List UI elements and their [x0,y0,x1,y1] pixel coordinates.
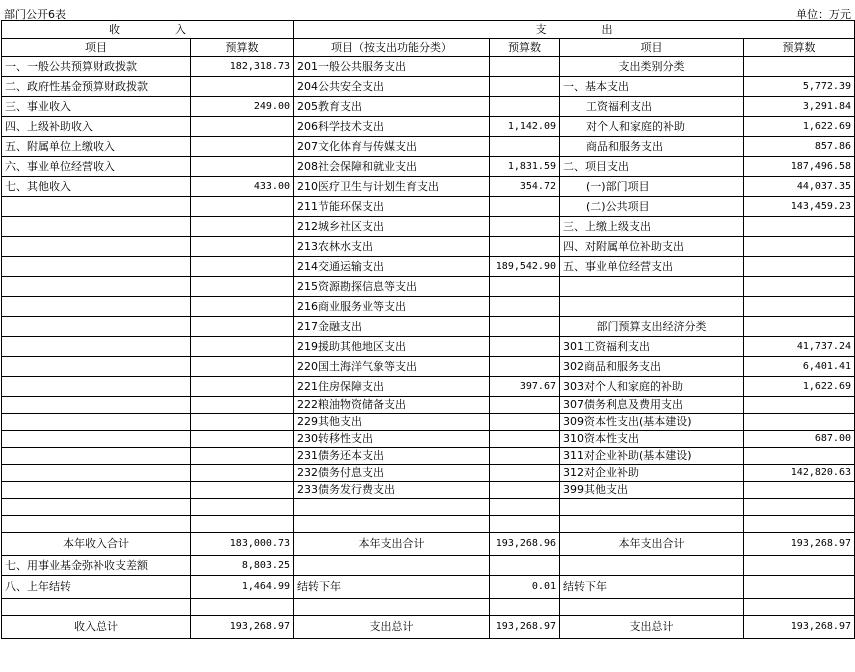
func-item-cell: 206科学技术支出 [294,117,490,137]
func-item-cell: 219援助其他地区支出 [294,337,490,357]
income-item-cell [2,397,191,414]
category-budget-cell: 5,772.39 [744,77,855,97]
carryover-row [2,576,855,599]
category-budget-cell: 1,622.69 [744,117,855,137]
category-budget-cell [744,217,855,237]
category-item-cell: 商品和服务支出 [560,137,744,157]
income-item-cell: 二、政府性基金预算财政拨款 [2,77,191,97]
title-bar [0,0,855,20]
func-budget-cell: 1,142.09 [490,117,560,137]
col-header-budget: 预算数 [191,39,294,57]
column-header-row [2,39,855,57]
income-budget-cell: 433.00 [191,177,294,197]
income-item-cell [2,448,191,465]
table-row [2,217,855,237]
grand-total-row [2,616,855,639]
form-name: 部门公开6表 [4,8,66,21]
func-item-cell: 229其他支出 [294,414,490,431]
income-budget-cell [191,414,294,431]
category-item-cell: 部门预算支出经济分类 [560,317,744,337]
category-budget-cell: 41,737.24 [744,337,855,357]
table-row [2,297,855,317]
category-item-cell [560,297,744,317]
category-item-cell: 支出类别分类 [560,57,744,77]
category-item-cell: 311对企业补助(基本建设) [560,448,744,465]
func-budget-cell [490,97,560,117]
fund-gap-row [2,556,855,576]
income-budget-cell [191,431,294,448]
func-item-cell: 221住房保障支出 [294,377,490,397]
category-budget-cell [744,277,855,297]
category-budget-cell: 3,291.84 [744,97,855,117]
income-budget-cell [191,277,294,297]
func-item-cell: 212城乡社区支出 [294,217,490,237]
income-budget-cell [191,297,294,317]
income-item-cell: 六、事业单位经营收入 [2,157,191,177]
category-item-cell: 对个人和家庭的补助 [560,117,744,137]
carry-next-label: 结转下年 [294,576,490,599]
carry-next-label-2: 结转下年 [560,576,744,599]
category-budget-cell [744,482,855,499]
category-item-cell: 312对企业补助 [560,465,744,482]
income-budget-cell [191,397,294,414]
expense-section-header: 支 出 [294,21,855,39]
func-item-cell: 216商业服务业等支出 [294,297,490,317]
func-budget-cell [490,137,560,157]
year-income-label: 本年收入合计 [2,533,191,556]
section-header-row [2,21,855,39]
category-item-cell: 三、上缴上级支出 [560,217,744,237]
income-item-cell [2,317,191,337]
income-budget-cell [191,357,294,377]
table-row [2,317,855,337]
fund-gap-value: 8,803.25 [191,556,294,576]
func-budget-cell [490,357,560,377]
table-row [2,237,855,257]
table-row [2,357,855,377]
func-budget-cell [490,337,560,357]
table-row [2,77,855,97]
income-budget-cell [191,448,294,465]
func-budget-cell [490,217,560,237]
func-budget-cell [490,77,560,97]
func-item-cell: 215资源勘探信息等支出 [294,277,490,297]
category-item-cell: 301工资福利支出 [560,337,744,357]
func-item-cell: 204公共安全支出 [294,77,490,97]
category-item-cell: 二、项目支出 [560,157,744,177]
func-item-cell: 207文化体育与传媒支出 [294,137,490,157]
category-item-cell: 309资本性支出(基本建设) [560,414,744,431]
income-budget-cell [191,137,294,157]
func-budget-cell [490,431,560,448]
func-item-cell: 232债务付息支出 [294,465,490,482]
func-budget-cell: 354.72 [490,177,560,197]
func-budget-cell [490,397,560,414]
table-row [2,465,855,482]
category-item-cell: 五、事业单位经营支出 [560,257,744,277]
category-item-cell: 四、对附属单位补助支出 [560,237,744,257]
category-budget-cell: 687.00 [744,431,855,448]
income-item-cell: 七、其他收入 [2,177,191,197]
func-budget-cell [490,197,560,217]
category-item-cell: 工资福利支出 [560,97,744,117]
table-row [2,137,855,157]
income-budget-cell [191,237,294,257]
income-item-cell: 五、附属单位上缴收入 [2,137,191,157]
year-total-row [2,533,855,556]
blank-row [2,499,855,516]
income-budget-cell [191,377,294,397]
func-item-cell: 217金融支出 [294,317,490,337]
income-item-cell [2,377,191,397]
func-item-cell: 213农林水支出 [294,237,490,257]
col-header-func-item: 项目（按支出功能分类） [294,39,490,57]
income-item-cell [2,257,191,277]
year-income-value: 183,000.73 [191,533,294,556]
category-budget-cell [744,397,855,414]
col-header-budget: 预算数 [490,39,560,57]
table-row [2,414,855,431]
income-item-cell [2,357,191,377]
category-budget-cell [744,257,855,277]
income-item-cell: 一、一般公共预算财政拨款 [2,57,191,77]
func-budget-cell [490,317,560,337]
table-row [2,177,855,197]
category-item-cell: 310资本性支出 [560,431,744,448]
table-row [2,377,855,397]
func-item-cell: 231债务还本支出 [294,448,490,465]
category-item-cell [560,277,744,297]
year-expense-value-2: 193,268.97 [744,533,855,556]
budget-table [1,20,855,639]
income-item-cell [2,414,191,431]
category-budget-cell: 187,496.58 [744,157,855,177]
func-item-cell: 220国土海洋气象等支出 [294,357,490,377]
expense-total-label: 支出总计 [294,616,490,639]
income-item-cell [2,197,191,217]
income-item-cell [2,482,191,499]
expense-total-label-2: 支出总计 [560,616,744,639]
func-item-cell: 214交通运输支出 [294,257,490,277]
carry-next-value: 0.01 [490,576,560,599]
year-expense-label: 本年支出合计 [294,533,490,556]
income-item-cell [2,237,191,257]
income-budget-cell [191,317,294,337]
func-budget-cell [490,57,560,77]
income-item-cell: 四、上级补助收入 [2,117,191,137]
category-budget-cell: 143,459.23 [744,197,855,217]
income-budget-cell [191,482,294,499]
income-item-cell: 三、事业收入 [2,97,191,117]
income-item-cell [2,465,191,482]
carryover-label: 八、上年结转 [2,576,191,599]
carryover-value: 1,464.99 [191,576,294,599]
table-row [2,117,855,137]
income-item-cell [2,217,191,237]
income-item-cell [2,297,191,317]
func-budget-cell [490,237,560,257]
category-budget-cell [744,317,855,337]
func-budget-cell [490,414,560,431]
category-budget-cell: 142,820.63 [744,465,855,482]
col-header-item: 项目 [2,39,191,57]
func-item-cell: 222粮油物资储备支出 [294,397,490,414]
category-budget-cell [744,414,855,431]
income-budget-cell [191,257,294,277]
table-footer [2,499,855,639]
table-row [2,197,855,217]
category-budget-cell [744,237,855,257]
income-budget-cell [191,77,294,97]
category-budget-cell [744,297,855,317]
func-budget-cell: 1,831.59 [490,157,560,177]
category-item-cell: 399其他支出 [560,482,744,499]
func-item-cell: 208社会保障和就业支出 [294,157,490,177]
category-budget-cell: 1,622.69 [744,377,855,397]
table-row [2,448,855,465]
table-row [2,397,855,414]
table-row [2,257,855,277]
income-item-cell [2,337,191,357]
category-item-cell: 302商品和服务支出 [560,357,744,377]
category-item-cell: (一)部门项目 [560,177,744,197]
func-budget-cell: 397.67 [490,377,560,397]
category-budget-cell: 6,401.41 [744,357,855,377]
func-budget-cell [490,482,560,499]
func-item-cell: 233债务发行费支出 [294,482,490,499]
income-budget-cell [191,465,294,482]
income-budget-cell [191,337,294,357]
table-row [2,482,855,499]
blank-row [2,516,855,533]
category-budget-cell: 857.86 [744,137,855,157]
income-budget-cell [191,197,294,217]
income-total-label: 收入总计 [2,616,191,639]
func-budget-cell [490,448,560,465]
func-item-cell: 210医疗卫生与计划生育支出 [294,177,490,197]
category-item-cell: 303对个人和家庭的补助 [560,377,744,397]
table-row [2,97,855,117]
table-row [2,277,855,297]
category-item-cell: 307债务利息及费用支出 [560,397,744,414]
year-expense-label-2: 本年支出合计 [560,533,744,556]
category-item-cell: (二)公共项目 [560,197,744,217]
income-budget-cell [191,217,294,237]
func-budget-cell [490,277,560,297]
category-item-cell: 一、基本支出 [560,77,744,97]
func-item-cell: 205教育支出 [294,97,490,117]
year-expense-value: 193,268.96 [490,533,560,556]
col-header-item: 项目 [560,39,744,57]
category-budget-cell: 44,037.35 [744,177,855,197]
category-budget-cell [744,57,855,77]
table-body [2,21,855,499]
income-budget-cell: 182,318.73 [191,57,294,77]
income-budget-cell [191,117,294,137]
func-budget-cell [490,297,560,317]
income-section-header: 收 入 [2,21,294,39]
table-row [2,337,855,357]
income-budget-cell: 249.00 [191,97,294,117]
func-item-cell: 201一般公共服务支出 [294,57,490,77]
col-header-budget: 预算数 [744,39,855,57]
table-row [2,157,855,177]
func-item-cell: 230转移性支出 [294,431,490,448]
func-budget-cell: 189,542.90 [490,257,560,277]
income-item-cell [2,431,191,448]
income-item-cell [2,277,191,297]
income-budget-cell [191,157,294,177]
unit-label: 单位：万元 [796,8,851,21]
func-budget-cell [490,465,560,482]
expense-total-value: 193,268.97 [490,616,560,639]
fund-gap-label: 七、用事业基金弥补收支差额 [2,556,191,576]
table-row [2,431,855,448]
income-total-value: 193,268.97 [191,616,294,639]
expense-total-value-2: 193,268.97 [744,616,855,639]
table-row [2,57,855,77]
category-budget-cell [744,448,855,465]
blank-row [2,599,855,616]
func-item-cell: 211节能环保支出 [294,197,490,217]
